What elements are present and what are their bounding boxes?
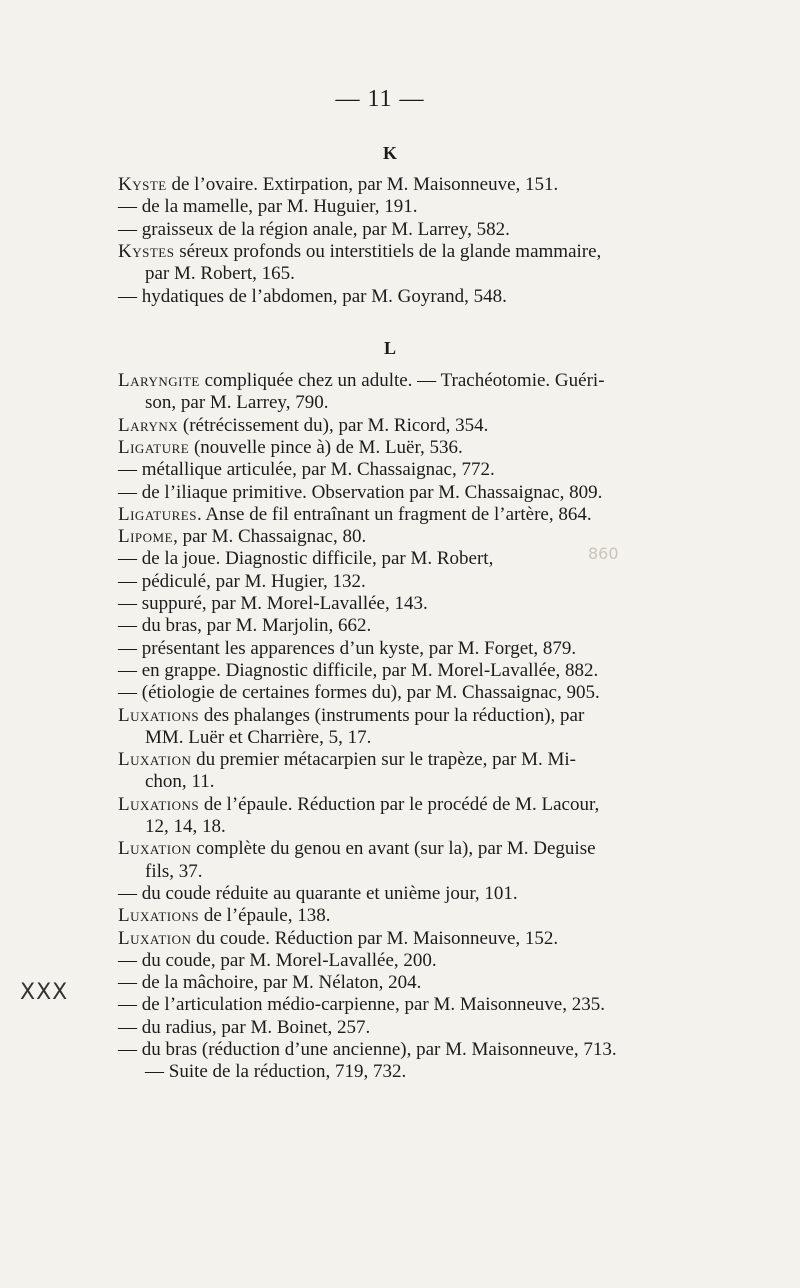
entry-text: — de la joue. Diagnostic difficile, par M. Robert, — [118, 548, 494, 570]
entry-text: par M. Robert, 165. — [145, 263, 295, 285]
entry-text: — présentant les apparences d’un kyste, par M. Forget, 879. — [118, 637, 577, 659]
entry-text: — (étiologie de certaines formes du), par M. Chassaignac, 905. — [118, 682, 600, 704]
index-entry — [118, 593, 428, 615]
entry-text: — de la mamelle, par M. Huguier, 191. — [118, 196, 418, 218]
index-entry — [118, 415, 488, 437]
entry-text: — du bras, par M. Marjolin, 662. — [118, 615, 372, 637]
entry-headword: Lipome — [118, 526, 174, 548]
entry-text: — du coude, par M. Morel-Lavallée, 200. — [118, 949, 437, 971]
entry-headword: Luxation — [118, 749, 192, 771]
index-entry — [118, 219, 510, 241]
entry-text: séreux profonds ou interstitiels de la glande mammaire, — [174, 240, 602, 262]
entry-text: des phalanges (instruments pour la réduction), par — [199, 704, 585, 726]
index-entry — [118, 638, 576, 660]
index-entry — [118, 905, 330, 927]
entry-text: compliquée chez un adulte. — Trachéotomie. Guéri- — [199, 370, 605, 391]
index-entry — [118, 749, 576, 771]
index-entry — [118, 174, 558, 196]
index-entry — [118, 660, 598, 682]
entry-text: — de l’iliaque primitive. Observation par M. Chassaignac, 809. — [118, 481, 603, 503]
entry-headword: Larynx — [118, 414, 179, 436]
entry-text: du coude. Réduction par M. Maisonneuve, 152. — [191, 927, 559, 949]
entry-text: du premier métacarpien sur le trapèze, par M. Mi- — [191, 749, 576, 771]
index-entry — [118, 705, 584, 727]
entry-text: — métallique articulée, par M. Chassaignac, 772. — [118, 459, 495, 481]
entry-text: — graisseux de la région anale, par M. Larrey, 582. — [118, 218, 510, 240]
index-entry — [118, 459, 495, 481]
entry-text: de l’épaule, 138. — [199, 905, 331, 927]
entry-text: de l’ovaire. Extirpation, par M. Maisonneuve, 151. — [166, 174, 559, 195]
index-entry — [145, 392, 328, 414]
index-entry — [118, 994, 605, 1016]
entry-text: chon, 11. — [145, 771, 215, 793]
index-entry — [118, 241, 601, 263]
entry-text: — Suite de la réduction, 719, 732. — [145, 1061, 407, 1083]
entry-text: — du bras (réduction d’une ancienne), par M. Maisonneuve, 713. — [118, 1039, 617, 1060]
index-entry — [145, 816, 226, 838]
entry-text: — du coude réduite au quarante et unième jour, 101. — [118, 882, 518, 904]
entry-headword: Luxations — [118, 793, 200, 815]
entry-text: — hydatiques de l’abdomen, par M. Goyrand, 548. — [118, 285, 507, 307]
entry-text: — de l’articulation médio-carpienne, par M. Maisonneuve, 235. — [118, 994, 605, 1016]
entry-headword: Ligatures — [118, 503, 197, 525]
page-number: — 11 — — [335, 86, 425, 112]
entry-text: — du radius, par M. Boinet, 257. — [118, 1016, 371, 1038]
entry-text: — pédiculé, par M. Hugier, 132. — [118, 570, 366, 592]
index-entry — [145, 861, 203, 883]
index-entry — [118, 370, 605, 392]
entry-text: complète du genou en avant (sur la), par M. Deguise — [191, 838, 596, 860]
entry-text: 12, 14, 18. — [145, 816, 226, 837]
index-entry — [118, 1017, 370, 1039]
entry-headword: Luxations — [118, 905, 200, 927]
index-entry — [145, 1061, 406, 1083]
index-entry — [118, 615, 371, 637]
entry-text: — de la mâchoire, par M. Nélaton, 204. — [118, 972, 422, 994]
entry-headword: Ligature — [118, 436, 190, 458]
index-entry — [118, 838, 596, 860]
entry-text: (nouvelle pince à) de M. Luër, 536. — [189, 436, 463, 458]
entry-text: — suppuré, par M. Morel-Lavallée, 143. — [118, 593, 428, 614]
index-entry — [118, 504, 592, 526]
index-entry — [118, 883, 518, 905]
index-entry — [118, 950, 437, 972]
entry-text: MM. Luër et Charrière, 5, 17. — [145, 726, 372, 748]
index-entry — [118, 1039, 617, 1061]
entry-headword: Kystes — [118, 240, 175, 262]
index-entry — [145, 771, 214, 793]
entry-headword: Luxations — [118, 704, 200, 726]
entry-headword: Luxation — [118, 838, 192, 860]
index-entry — [118, 548, 493, 570]
index-entry — [118, 972, 421, 994]
entry-headword: Kyste — [118, 174, 167, 195]
index-entry — [118, 794, 599, 816]
entry-text: — en grappe. Diagnostic difficile, par M. Morel-Lavallée, 882. — [118, 659, 599, 681]
index-entry — [118, 437, 463, 459]
entry-headword: Luxation — [118, 927, 192, 949]
entry-text: , par M. Chassaignac, 80. — [173, 526, 367, 548]
index-entry — [118, 482, 602, 504]
entry-text: de l’épaule. Réduction par le procédé de M. Lacour, — [199, 793, 600, 815]
entry-headword: Laryngite — [118, 370, 200, 391]
entry-text: (rétrécissement du), par M. Ricord, 354. — [178, 414, 489, 436]
index-entry — [145, 727, 371, 749]
index-entry — [145, 263, 295, 285]
index-entry — [118, 286, 507, 308]
entry-text: fils, 37. — [145, 860, 203, 882]
section-letter: K — [382, 143, 397, 163]
pencil-note: 860 — [588, 544, 619, 563]
index-entry — [118, 196, 417, 218]
section-letter: L — [383, 338, 396, 358]
index-entry — [118, 571, 366, 593]
index-entry — [118, 928, 558, 950]
entry-text: son, par M. Larrey, 790. — [145, 392, 329, 414]
entry-text: . Anse de fil entraînant un fragment de l’artère, 864. — [196, 503, 592, 525]
index-entry — [118, 526, 366, 548]
index-entry — [118, 682, 600, 704]
margin-annotation: XXX — [20, 980, 69, 1005]
